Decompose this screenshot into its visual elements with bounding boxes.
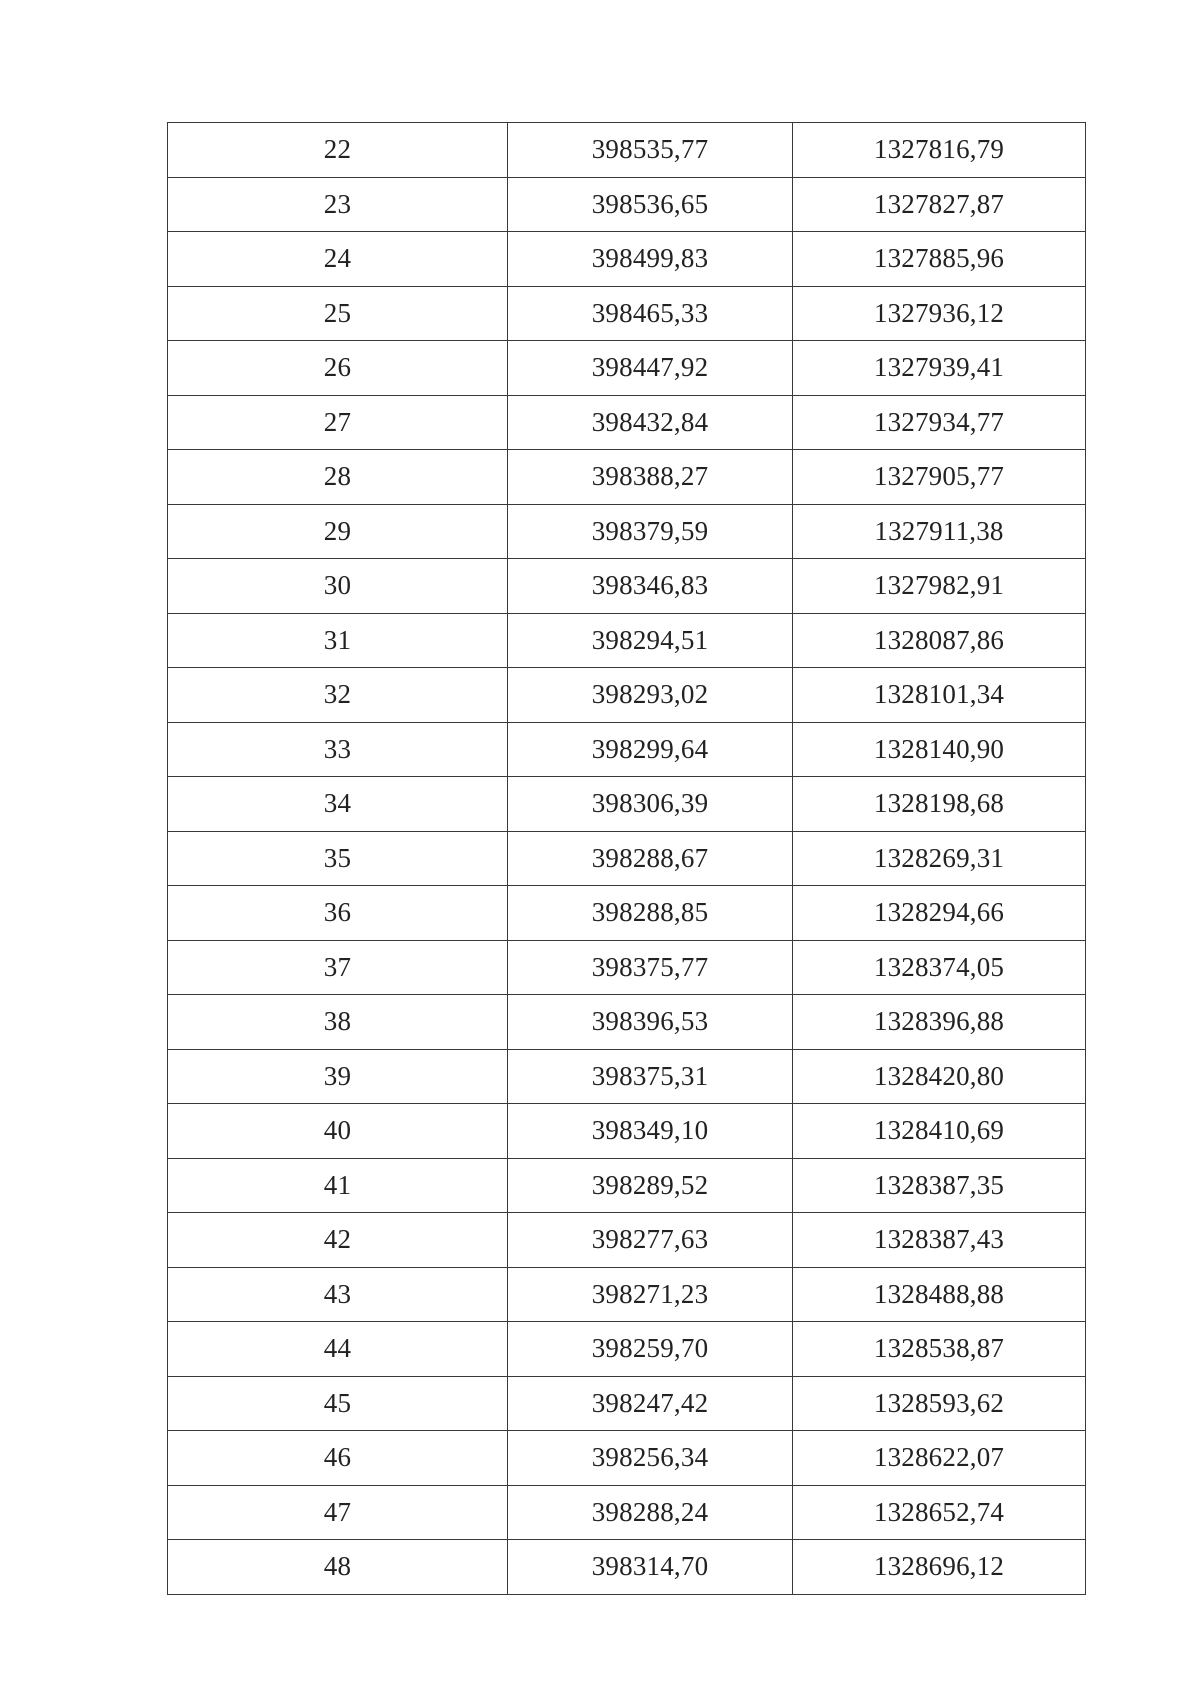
- table-row: [168, 722, 1086, 777]
- y-coordinate-cell: 1328538,87: [793, 1322, 1086, 1377]
- point-number-cell: 41: [168, 1158, 508, 1213]
- x-coordinate-cell: 398288,67: [508, 831, 793, 886]
- x-coordinate-cell: 398465,33: [508, 286, 793, 341]
- y-coordinate-cell: 1328622,07: [793, 1431, 1086, 1486]
- table-row: [168, 995, 1086, 1050]
- point-number-cell: 45: [168, 1376, 508, 1431]
- table-row: [168, 1267, 1086, 1322]
- point-number-cell: 22: [168, 123, 508, 178]
- x-coordinate-cell: 398375,77: [508, 940, 793, 995]
- point-number-cell: 27: [168, 395, 508, 450]
- point-number-cell: 48: [168, 1540, 508, 1595]
- x-coordinate-cell: 398349,10: [508, 1104, 793, 1159]
- y-coordinate-cell: 1327911,38: [793, 504, 1086, 559]
- point-number-cell: 23: [168, 177, 508, 232]
- x-coordinate-cell: 398277,63: [508, 1213, 793, 1268]
- y-coordinate-cell: 1327827,87: [793, 177, 1086, 232]
- y-coordinate-cell: 1327982,91: [793, 559, 1086, 614]
- table-row: [168, 1213, 1086, 1268]
- x-coordinate-cell: 398256,34: [508, 1431, 793, 1486]
- x-coordinate-cell: 398306,39: [508, 777, 793, 832]
- point-number-cell: 30: [168, 559, 508, 614]
- y-coordinate-cell: 1328087,86: [793, 613, 1086, 668]
- y-coordinate-cell: 1328387,35: [793, 1158, 1086, 1213]
- table-row: [168, 1158, 1086, 1213]
- point-number-cell: 36: [168, 886, 508, 941]
- x-coordinate-cell: 398299,64: [508, 722, 793, 777]
- x-coordinate-cell: 398536,65: [508, 177, 793, 232]
- table-row: [168, 1431, 1086, 1486]
- point-number-cell: 46: [168, 1431, 508, 1486]
- coordinates-table-body: [168, 123, 1086, 1595]
- y-coordinate-cell: 1328198,68: [793, 777, 1086, 832]
- point-number-cell: 38: [168, 995, 508, 1050]
- x-coordinate-cell: 398293,02: [508, 668, 793, 723]
- x-coordinate-cell: 398388,27: [508, 450, 793, 505]
- x-coordinate-cell: 398499,83: [508, 232, 793, 287]
- y-coordinate-cell: 1328140,90: [793, 722, 1086, 777]
- table-row: [168, 504, 1086, 559]
- point-number-cell: 43: [168, 1267, 508, 1322]
- table-row: [168, 177, 1086, 232]
- x-coordinate-cell: 398375,31: [508, 1049, 793, 1104]
- point-number-cell: 39: [168, 1049, 508, 1104]
- y-coordinate-cell: 1327816,79: [793, 123, 1086, 178]
- y-coordinate-cell: 1328420,80: [793, 1049, 1086, 1104]
- table-row: [168, 1322, 1086, 1377]
- point-number-cell: 44: [168, 1322, 508, 1377]
- table-row: [168, 450, 1086, 505]
- y-coordinate-cell: 1328396,88: [793, 995, 1086, 1050]
- table-row: [168, 1376, 1086, 1431]
- point-number-cell: 24: [168, 232, 508, 287]
- point-number-cell: 42: [168, 1213, 508, 1268]
- table-row: [168, 123, 1086, 178]
- point-number-cell: 26: [168, 341, 508, 396]
- y-coordinate-cell: 1328101,34: [793, 668, 1086, 723]
- table-row: [168, 1540, 1086, 1595]
- point-number-cell: 29: [168, 504, 508, 559]
- y-coordinate-cell: 1328488,88: [793, 1267, 1086, 1322]
- y-coordinate-cell: 1327939,41: [793, 341, 1086, 396]
- point-number-cell: 33: [168, 722, 508, 777]
- table-row: [168, 886, 1086, 941]
- point-number-cell: 37: [168, 940, 508, 995]
- x-coordinate-cell: 398379,59: [508, 504, 793, 559]
- table-row: [168, 940, 1086, 995]
- x-coordinate-cell: 398259,70: [508, 1322, 793, 1377]
- point-number-cell: 40: [168, 1104, 508, 1159]
- table-row: [168, 1049, 1086, 1104]
- y-coordinate-cell: 1328387,43: [793, 1213, 1086, 1268]
- x-coordinate-cell: 398294,51: [508, 613, 793, 668]
- y-coordinate-cell: 1328269,31: [793, 831, 1086, 886]
- point-number-cell: 32: [168, 668, 508, 723]
- table-row: [168, 559, 1086, 614]
- y-coordinate-cell: 1327936,12: [793, 286, 1086, 341]
- point-number-cell: 31: [168, 613, 508, 668]
- x-coordinate-cell: 398314,70: [508, 1540, 793, 1595]
- x-coordinate-cell: 398535,77: [508, 123, 793, 178]
- x-coordinate-cell: 398396,53: [508, 995, 793, 1050]
- table-row: [168, 395, 1086, 450]
- y-coordinate-cell: 1327905,77: [793, 450, 1086, 505]
- y-coordinate-cell: 1328652,74: [793, 1485, 1086, 1540]
- table-row: [168, 286, 1086, 341]
- y-coordinate-cell: 1328593,62: [793, 1376, 1086, 1431]
- table-row: [168, 613, 1086, 668]
- table-row: [168, 1104, 1086, 1159]
- coordinates-table: [167, 122, 1086, 1595]
- y-coordinate-cell: 1327934,77: [793, 395, 1086, 450]
- x-coordinate-cell: 398432,84: [508, 395, 793, 450]
- y-coordinate-cell: 1328294,66: [793, 886, 1086, 941]
- x-coordinate-cell: 398447,92: [508, 341, 793, 396]
- table-row: [168, 668, 1086, 723]
- y-coordinate-cell: 1328374,05: [793, 940, 1086, 995]
- point-number-cell: 25: [168, 286, 508, 341]
- y-coordinate-cell: 1328696,12: [793, 1540, 1086, 1595]
- table-row: [168, 341, 1086, 396]
- x-coordinate-cell: 398346,83: [508, 559, 793, 614]
- y-coordinate-cell: 1328410,69: [793, 1104, 1086, 1159]
- table-row: [168, 1485, 1086, 1540]
- table-row: [168, 232, 1086, 287]
- x-coordinate-cell: 398289,52: [508, 1158, 793, 1213]
- point-number-cell: 28: [168, 450, 508, 505]
- y-coordinate-cell: 1327885,96: [793, 232, 1086, 287]
- table-row: [168, 777, 1086, 832]
- x-coordinate-cell: 398247,42: [508, 1376, 793, 1431]
- point-number-cell: 35: [168, 831, 508, 886]
- point-number-cell: 34: [168, 777, 508, 832]
- x-coordinate-cell: 398288,85: [508, 886, 793, 941]
- table-row: [168, 831, 1086, 886]
- x-coordinate-cell: 398288,24: [508, 1485, 793, 1540]
- point-number-cell: 47: [168, 1485, 508, 1540]
- x-coordinate-cell: 398271,23: [508, 1267, 793, 1322]
